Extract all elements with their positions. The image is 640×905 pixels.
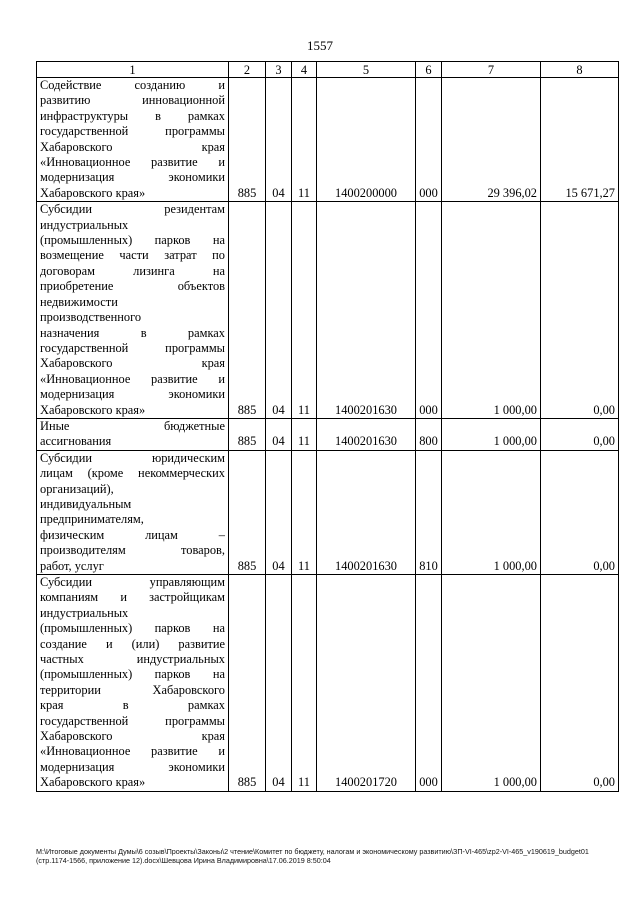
footer-path-line: M:\Итоговые документы Думы\6 созыв\Проекты\Законы\2 чтение\Комитет по бюджету, налогам и экономическому развитию\ЗП-VI-465\zp2-VI-465_v190619_budget01 <box>36 847 589 856</box>
description-line: Хабаровского края» <box>40 775 146 790</box>
amount-executed: 0,00 <box>541 450 619 574</box>
section-code: 04 <box>266 575 292 792</box>
description-line: Субсидии юридическим <box>40 450 225 465</box>
page-number: 1557 <box>307 38 333 53</box>
description-line: организаций), <box>40 481 114 496</box>
section-code: 04 <box>266 78 292 202</box>
description-line: производителям товаров, <box>40 543 225 558</box>
description-line: края в рамках <box>40 698 225 713</box>
expense-type-code: 810 <box>416 450 442 574</box>
description-line: создание и (или) развитие <box>40 636 225 651</box>
description-line: договорам лизинга на <box>40 263 225 278</box>
description-line: Хабаровского края <box>40 729 225 744</box>
description-line: Субсидии управляющим <box>40 575 225 589</box>
description-line: Хабаровского края <box>40 356 225 371</box>
description-line: Содействие созданию и <box>40 78 225 92</box>
description-line: Хабаровского края» <box>40 402 146 417</box>
description-line: территории Хабаровского <box>40 682 225 697</box>
target-article-code: 1400200000 <box>317 78 416 202</box>
row-description <box>37 202 229 419</box>
description-line: инфраструктуры в рамках <box>40 108 225 123</box>
description-line: предпринимателям, <box>40 512 144 527</box>
header-cell-8: 8 <box>541 62 619 78</box>
target-article-code: 1400201630 <box>317 418 416 450</box>
table-row <box>37 202 619 419</box>
description-line: возмещение части затрат по <box>40 248 225 263</box>
header-cell-5: 5 <box>317 62 416 78</box>
header-cell-3: 3 <box>266 62 292 78</box>
description-line: работ, услуг <box>40 558 104 573</box>
table-row <box>37 78 619 202</box>
target-article-code: 1400201630 <box>317 202 416 419</box>
subsection-code: 11 <box>292 575 317 792</box>
target-article-code: 1400201630 <box>317 450 416 574</box>
amount-approved: 29 396,02 <box>442 78 541 202</box>
description-line: Иные бюджетные <box>40 418 225 433</box>
grbs-code: 885 <box>229 575 266 792</box>
table-row <box>37 575 619 792</box>
subsection-code: 11 <box>292 418 317 450</box>
row-description <box>37 575 229 792</box>
grbs-code: 885 <box>229 202 266 419</box>
subsection-code: 11 <box>292 78 317 202</box>
section-code: 04 <box>266 202 292 419</box>
description-line: «Инновационное развитие и <box>40 371 225 386</box>
table-row <box>37 418 619 450</box>
amount-executed: 0,00 <box>541 202 619 419</box>
header-row <box>37 62 619 78</box>
description-line: частных индустриальных <box>40 652 225 667</box>
header-cell-6: 6 <box>416 62 442 78</box>
table-row <box>37 450 619 574</box>
description-line: недвижимости <box>40 294 118 309</box>
description-line: лицам (кроме некоммерческих <box>40 466 225 481</box>
description-line: государственной программы <box>40 713 225 728</box>
description-line: «Инновационное развитие и <box>40 155 225 170</box>
amount-approved: 1 000,00 <box>442 575 541 792</box>
subsection-code: 11 <box>292 202 317 419</box>
description-line: Хабаровского края <box>40 139 225 154</box>
header-cell-4: 4 <box>292 62 317 78</box>
description-line: физическим лицам – <box>40 527 225 542</box>
description-line: компаниям и застройщикам <box>40 590 225 605</box>
expense-type-code: 000 <box>416 575 442 792</box>
description-line: приобретение объектов <box>40 279 225 294</box>
row-description <box>37 78 229 202</box>
description-line: (промышленных) парков на <box>40 233 225 248</box>
description-line: производственного <box>40 310 142 325</box>
amount-approved: 1 000,00 <box>442 418 541 450</box>
amount-approved: 1 000,00 <box>442 202 541 419</box>
header-cell-1: 1 <box>37 62 229 78</box>
description-line: модернизация экономики <box>40 170 225 185</box>
description-line: Хабаровского края» <box>40 185 146 200</box>
description-line: развитию инновационной <box>40 93 225 108</box>
description-line: индустриальных <box>40 217 129 232</box>
description-line: индустриальных <box>40 605 129 620</box>
expense-type-code: 000 <box>416 78 442 202</box>
section-code: 04 <box>266 450 292 574</box>
row-description <box>37 450 229 574</box>
description-line: государственной программы <box>40 124 225 139</box>
document-footer <box>36 847 616 865</box>
description-line: модернизация экономики <box>40 759 225 774</box>
description-line: (промышленных) парков на <box>40 621 225 636</box>
expense-type-code: 000 <box>416 202 442 419</box>
budget-table <box>36 61 619 792</box>
grbs-code: 885 <box>229 418 266 450</box>
amount-executed: 0,00 <box>541 418 619 450</box>
header-cell-7: 7 <box>442 62 541 78</box>
target-article-code: 1400201720 <box>317 575 416 792</box>
amount-executed: 0,00 <box>541 575 619 792</box>
footer-author-line: (стр.1174-1566, приложение 12).docx\Шевцова Ирина Владимировна\17.06.2019 8:50:04 <box>36 856 331 865</box>
description-line: индивидуальным <box>40 496 132 511</box>
description-line: государственной программы <box>40 340 225 355</box>
amount-approved: 1 000,00 <box>442 450 541 574</box>
expense-type-code: 800 <box>416 418 442 450</box>
grbs-code: 885 <box>229 78 266 202</box>
description-line: назначения в рамках <box>40 325 225 340</box>
description-line: (промышленных) парков на <box>40 667 225 682</box>
row-description <box>37 418 229 450</box>
section-code: 04 <box>266 418 292 450</box>
subsection-code: 11 <box>292 450 317 574</box>
grbs-code: 885 <box>229 450 266 574</box>
description-line: ассигнования <box>40 434 112 449</box>
amount-executed: 15 671,27 <box>541 78 619 202</box>
description-line: модернизация экономики <box>40 387 225 402</box>
description-line: «Инновационное развитие и <box>40 744 225 759</box>
header-cell-2: 2 <box>229 62 266 78</box>
description-line: Субсидии резидентам <box>40 202 225 217</box>
